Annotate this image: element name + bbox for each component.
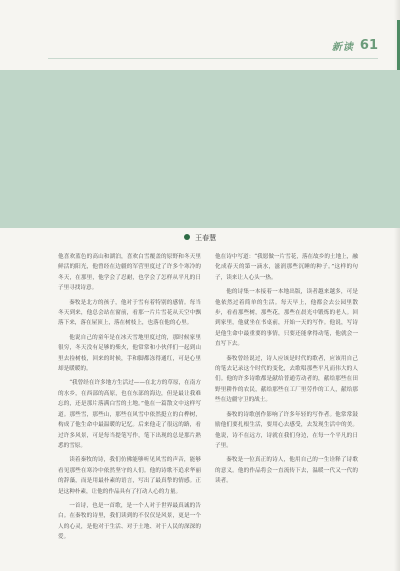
author-bullet-icon	[184, 234, 190, 240]
author-byline	[0, 233, 400, 243]
article-paragraph: 他的诗集一本接着一本地出版，读者越来越多，可是他依然过着简单的生活。每天早上，他都会去公园里散步，看看那些树，那些花，那些在晨光中锻炼的老人。回到家里，他就坐在书桌前，开始一天的写作。他说，写诗是他生命中最重要的事情，只要还能拿得动笔，他就会一直写下去。	[215, 289, 358, 348]
article-column-left	[58, 252, 201, 547]
header-divider	[48, 58, 378, 59]
author-name: 王春慧	[195, 234, 217, 242]
article-paragraph: 秦牧的诗歌创作影响了许多年轻的写作者。他常常鼓励他们要扎根生活，要用心去感受，去发现生活中的美。他说，诗不在远方，诗就在我们身边，在每一个平凡的日子里。	[215, 411, 358, 449]
page-header	[332, 38, 378, 53]
article-paragraph: 秦牧是北方的孩子，他对于雪有着特别的感情。每当冬天到来，他总会站在窗前，看那一片片雪花从天空中飘落下来，落在屋顶上，落在树枝上，也落在他的心里。	[58, 299, 201, 327]
page-number: 61	[359, 38, 378, 53]
section-label: 新读	[331, 42, 354, 53]
article-paragraph: 读着秦牧的诗，我们仿佛能够听见风雪的声音，能够看见那些在寒冷中依然坚守的人们。他的诗歌不追求华丽的辞藻，而是用最朴素的语言，写出了最真挚的情感。正是这种朴素，让他的作品具有了打动人心的力量。	[58, 457, 201, 495]
article-paragraph: 秦牧曾经说过，诗人应该是时代的歌者，应该用自己的笔去记录这个时代的变化，去歌唱那些平凡而伟大的人们。他的许多诗歌都是献给普通劳动者的，献给那些在田野里耕作的农民，献给那些在工厂里劳作的工人，献给那些在边疆守卫的战士。	[215, 355, 358, 404]
article-paragraph: 他说自己的童年是在冰天雪地里度过的，那时候家里很穷，冬天没有足够的柴火，他常常和小伙伴们一起到山里去捡树枝，回来的时候，手和脚都冻得通红，可是心里却是暖暖的。	[58, 334, 201, 373]
article-column-right	[215, 252, 358, 491]
article-paragraph: “我曾经在许多地方生活过——在北方的草原，在南方的水乡，在西部的高原，也在东部的海边，但是最让我难忘的，还是那片落满白雪的土地。”他在一篇散文中这样写道。那些雪，那些山，那些在风雪中依然挺立的白桦树，构成了他生命中最温暖的记忆。后来他走了很远的路，看过许多风景，可是每当提笔写作，笔下出现的总是那片熟悉的雪原。	[58, 380, 201, 449]
article-paragraph: 他在诗中写道：“我愿做一片雪花，落在故乡的土地上，融化成春天的第一滴水，滋润那些沉睡的种子。”这样的句子，读来让人心头一热。	[215, 254, 358, 281]
article-paragraph: 他喜欢蓝色的高山和湖泊，喜欢白雪覆盖的原野和冬天里鲜活的阳光，他曾经在边疆的军营里度过了许多个寒冷的冬天，在那里，他学会了忍耐，也学会了怎样从平凡的日子里寻找诗意。	[58, 254, 201, 292]
article-paragraph: 一首诗，也是一首歌，是一个人对于世界最真诚的告白。在秦牧的诗里，我们读到的不仅仅是风景，更是一个人的心灵，是他对于生活、对于土地、对于人民的深深的爱。	[58, 502, 201, 541]
decorative-color-band	[0, 70, 400, 228]
article-paragraph: 秦牧是一位真正的诗人，他用自己的一生诠释了诗歌的意义。他的作品将会一直流传下去，温暖一代又一代的读者。	[215, 457, 358, 485]
